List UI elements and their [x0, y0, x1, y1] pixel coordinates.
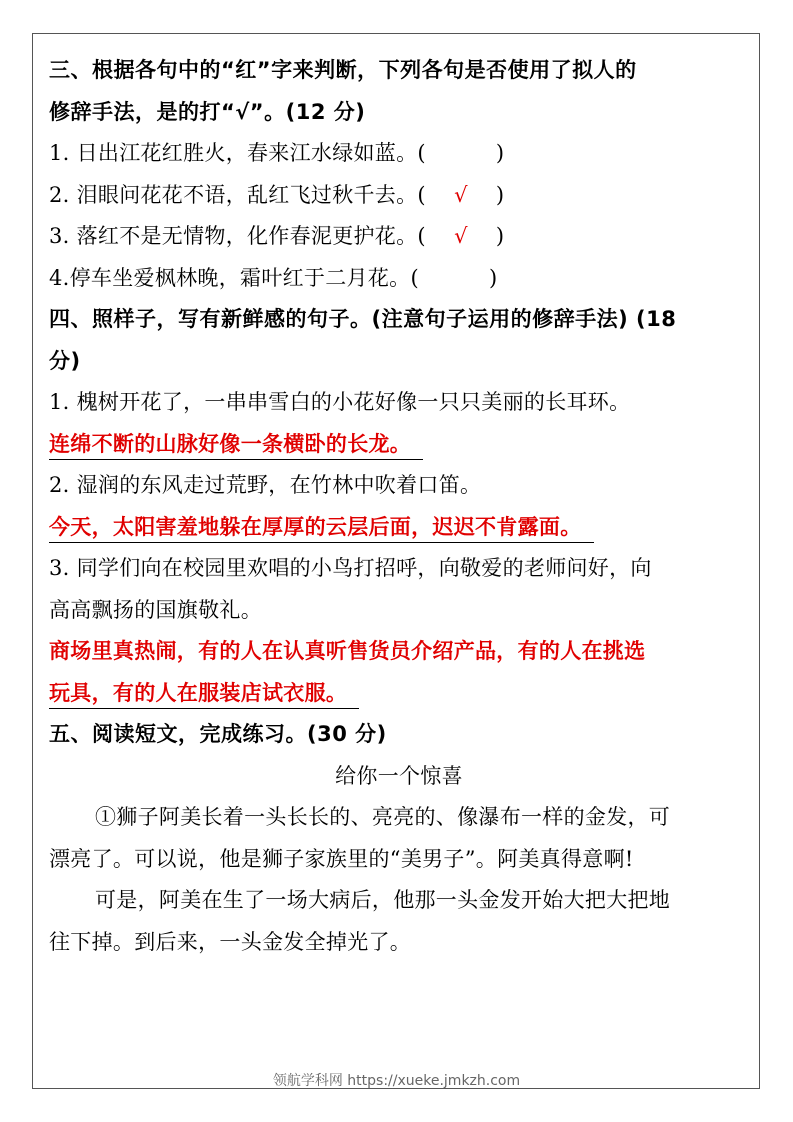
section4-title-line2: 分): [49, 348, 81, 373]
question-4-text: 4.停车坐爱枫林晚，霜叶红于二月花。: [49, 265, 411, 290]
check-mark: √: [454, 182, 468, 207]
check-mark: √: [454, 224, 468, 248]
answer-3-line2-wrap: [49, 673, 749, 715]
section3-title-line2: 修辞手法，是的打“√”。(12 分): [49, 99, 366, 124]
answer-3-line1: 商场里真热闹，有的人在认真听售货员介绍产品，有的人在挑选: [49, 639, 646, 663]
answer-2: 今天，太阳害羞地躲在厚厚的云层后面，迟迟不肯露面。: [49, 512, 594, 543]
example-1: 1. 槐树开花了，一串串雪白的小花好像一只只美丽的长耳环。: [49, 390, 631, 414]
example-3-line2: 高高飘扬的国旗敬礼。: [49, 597, 262, 622]
question-1-text: 1. 日出江花红胜火，春来江水绿如蓝。: [49, 141, 418, 165]
paragraph-2-line2: 往下掉。到后来，一头金发全掉光了。: [49, 929, 412, 954]
paragraph-1-line1: ①狮子阿美长着一头长长的、亮亮的、像瀑布一样的金发，可: [95, 805, 671, 829]
question-1: 1. 日出江花红胜火，春来江水绿如蓝。( ): [49, 141, 505, 165]
paragraph-2-line1: 可是，阿美在生了一场大病后，他那一头金发开始大把大把地: [95, 888, 671, 912]
question-2: 2. 泪眼问花花不语，乱红飞过秋千去。( √ ): [49, 175, 749, 217]
answer-2-line: [49, 507, 749, 549]
question-3-text: 3. 落红不是无情物，化作春泥更护花。: [49, 224, 418, 248]
footer-watermark: 领航学科网 https://xueke.jmkzh.com: [272, 1073, 521, 1089]
paragraph-1-line2: 漂亮了。可以说，他是狮子家族里的“美男子”。阿美真得意啊!: [49, 846, 634, 871]
answer-1-line: [49, 424, 749, 466]
section4-title-line1: 四、照样子，写有新鲜感的句子。(注意句子运用的修辞手法) (18: [49, 307, 677, 331]
question-2-text: 2. 泪眼问花花不语，乱红飞过秋千去。: [49, 182, 418, 207]
story-title: 给你一个惊喜: [335, 763, 463, 788]
example-3-line1: 3. 同学们向在校园里欢唱的小鸟打招呼，向敬爱的老师问好，向: [49, 556, 652, 580]
answer-3-line2: 玩具，有的人在服装店试衣服。: [49, 678, 359, 709]
example-2: 2. 湿润的东风走过荒野，在竹林中吹着口笛。: [49, 473, 482, 497]
section5-title: 五、阅读短文，完成练习。(30 分): [49, 722, 387, 746]
question-4: 4.停车坐爱枫林晚，霜叶红于二月花。( ): [49, 265, 498, 290]
worksheet: [49, 50, 749, 963]
question-3: 3. 落红不是无情物，化作春泥更护花。( √ ): [49, 216, 749, 258]
answer-1: 连绵不断的山脉好像一条横卧的长龙。: [49, 429, 423, 460]
section3-title-line1: 三、根据各句中的“红”字来判断，下列各句是否使用了拟人的: [49, 58, 637, 82]
